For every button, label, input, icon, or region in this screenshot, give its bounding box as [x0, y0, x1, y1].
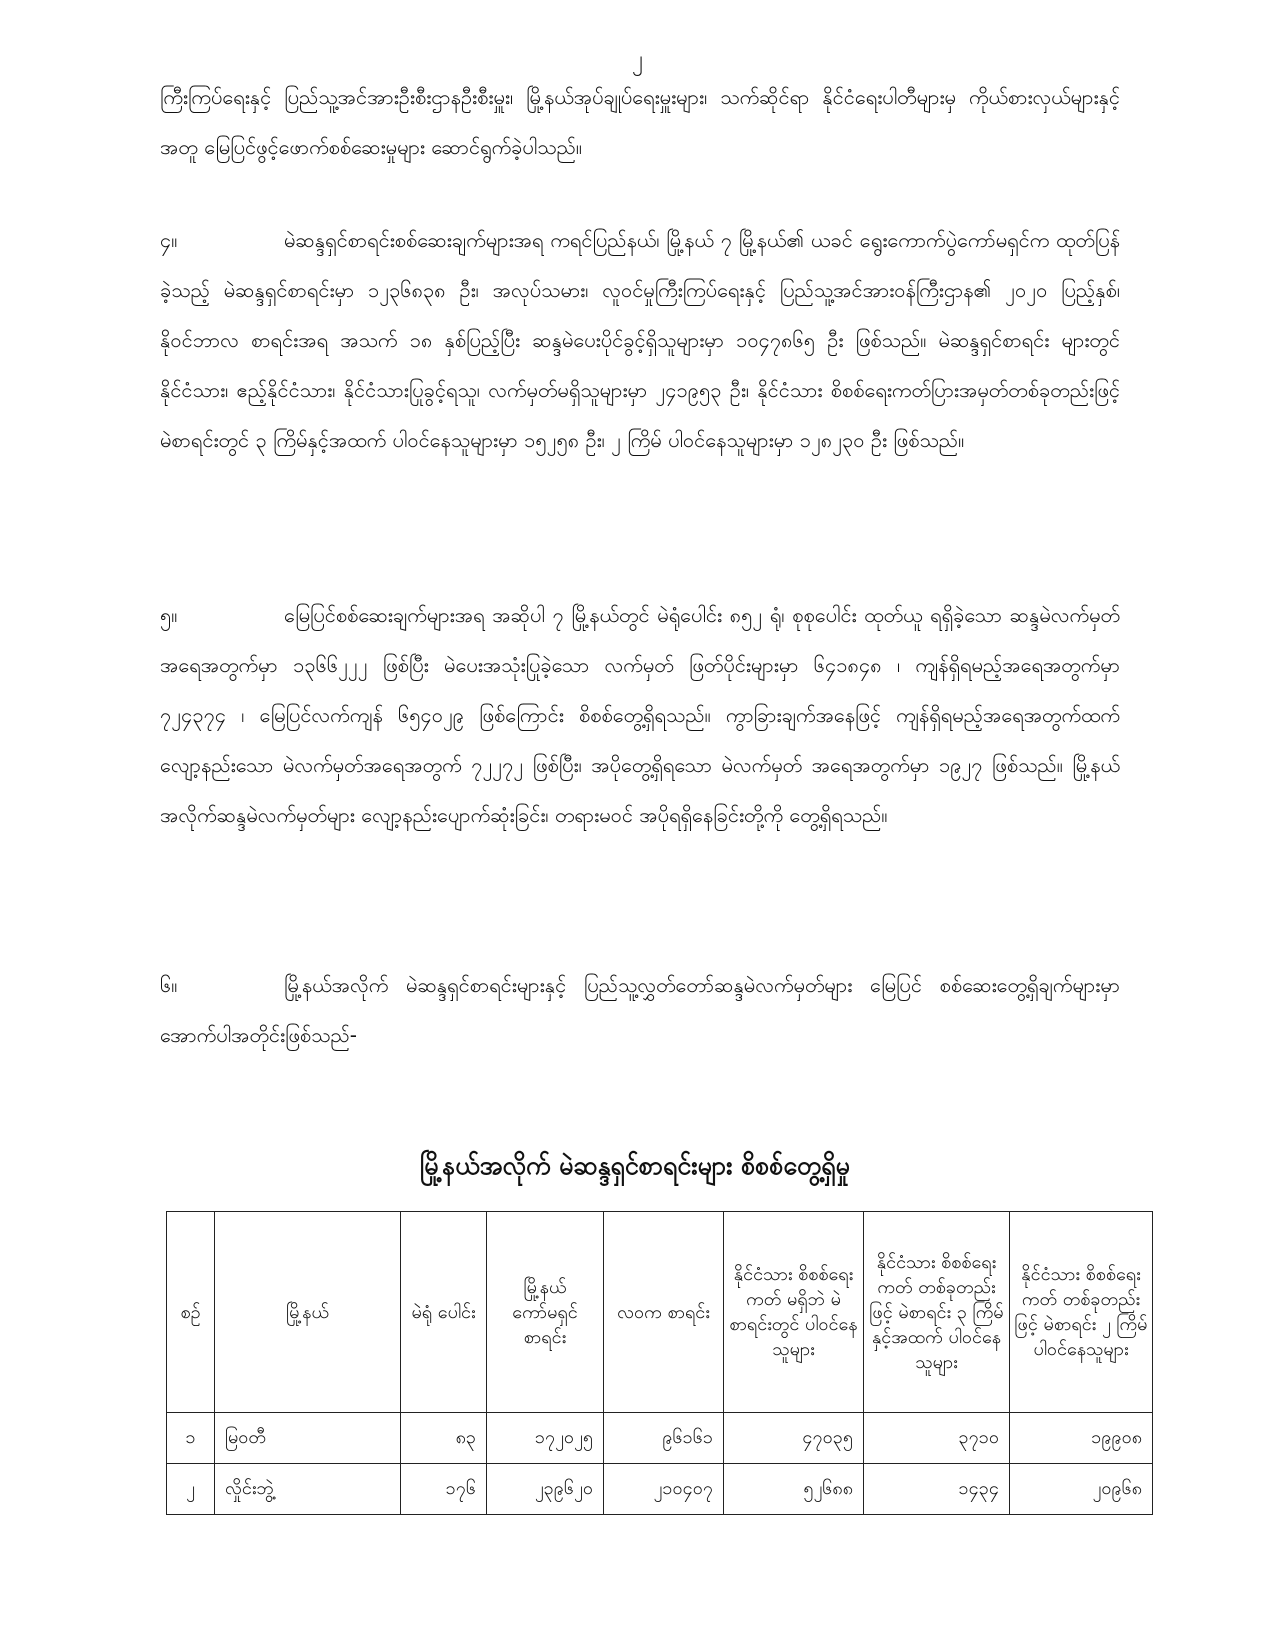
cell-serial: ၂: [167, 1464, 215, 1515]
paragraph-6: [160, 960, 1120, 1060]
paragraph-number: ၅။: [160, 603, 178, 627]
table-header-row: [167, 1212, 1153, 1413]
cell-same-id-3-plus: ၃၇၁၀: [864, 1413, 1010, 1464]
paragraph-continuation: [160, 72, 1120, 172]
cell-immigration-list: ၂၁၀၄၀၇: [604, 1464, 724, 1515]
table-row: [167, 1464, 1153, 1515]
paragraph-text: မဲဆန္ဒရှင်စာရင်းစစ်ဆေးချက်များအရ ကရင်ပြည်နယ်၊ မြို့နယ် ၇ မြို့နယ်၏ ယခင် ရွေးကောက်ပွဲကော်မရှင်က ထုတ်ပြန်ခဲ့သည့် မဲဆန္ဒရှင်စာရင်းမှာ ၁၂၃၆၈၃၈ ဦး၊ အလုပ်သမား၊ လူဝင်မှုကြီးကြပ်ရေးနှင့် ပြည်သူ့အင်အားဝန်ကြီးဌာန၏ ၂၀၂၀ ပြည့်နှစ်၊ နိုဝင်ဘာလ စာရင်းအရ အသက် ၁၈ နှစ်ပြည့်ပြီး ဆန္ဒမဲပေးပိုင်ခွင့်ရှိသူများမှာ ၁၀၄၇၈၆၅ ဦး ဖြစ်သည်။ မဲဆန္ဒရှင်စာရင်း များတွင် နိုင်ငံသား၊ ဧည့်နိုင်ငံသား၊ နိုင်ငံသားပြုခွင့်ရသူ၊ လက်မှတ်မရှိသူများမှာ ၂၄၁၉၅၃ ဦး၊ နိုင်ငံသား စိစစ်ရေးကတ်ပြားအမှတ်တစ်ခုတည်းဖြင့် မဲစာရင်းတွင် ၃ ကြိမ်နှင့်အထက် ပါဝင်နေသူများမှာ ၁၅၂၅၈ ဦး၊ ၂ ကြိမ် ပါဝင်နေသူများမှာ ၁၂၈၂၃၀ ဦး ဖြစ်သည်။: [160, 228, 1120, 452]
paragraph-4: [160, 215, 1120, 465]
paragraph-text: ကြီးကြပ်ရေးနှင့် ပြည်သူ့အင်အားဦးစီးဌာနဦးစီးမှူး၊ မြို့နယ်အုပ်ချုပ်ရေးမှူးများ၊ သက်ဆိုင်ရာ နိုင်ငံရေးပါတီများမှ ကိုယ်စားလှယ်များနှင့်အတူ မြေပြင်ဖွင့်ဖောက်စစ်ဆေးမှုများ ဆောင်ရွက်ခဲ့ပါသည်။: [160, 85, 1120, 159]
paragraph-5: [160, 590, 1120, 840]
table-title: မြို့နယ်အလိုက် မဲဆန္ဒရှင်စာရင်းများ စိစစ်တွေ့ရှိမှု: [420, 1151, 850, 1180]
header-township-commission-list: မြို့နယ် ကော်မရှင် စာရင်း: [487, 1212, 604, 1413]
cell-polling-stations: ၁၇၆: [401, 1464, 487, 1515]
cell-same-id-2: ၂၀၉၆၈: [1010, 1464, 1153, 1515]
header-no-id-card: နိုင်ငံသား စိစစ်ရေးကတ် မရှိဘဲ မဲစာရင်းတွင် ပါဝင်နေသူများ: [724, 1212, 864, 1413]
cell-township: လှိုင်းဘွဲ့: [215, 1464, 401, 1515]
cell-serial: ၁: [167, 1413, 215, 1464]
cell-commission-list: ၂၃၉၆၂၀: [487, 1464, 604, 1515]
cell-polling-stations: ၈၃: [401, 1413, 487, 1464]
header-polling-stations: မဲရုံ ပေါင်း: [401, 1212, 487, 1413]
table-row: [167, 1413, 1153, 1464]
paragraph-number: ၆။: [160, 973, 178, 997]
cell-immigration-list: ၉၆၁၆၁: [604, 1413, 724, 1464]
cell-commission-list: ၁၇၂၀၂၅: [487, 1413, 604, 1464]
header-immigration-list: လဝက စာရင်း: [604, 1212, 724, 1413]
paragraph-text: မြို့နယ်အလိုက် မဲဆန္ဒရှင်စာရင်းများနှင့် ပြည်သူ့လွှတ်တော်ဆန္ဒမဲလက်မှတ်များ မြေပြင် စစ်ဆေးတွေ့ရှိချက်များမှာ အောက်ပါအတိုင်းဖြစ်သည်-: [160, 973, 1120, 1047]
paragraph-text: မြေပြင်စစ်ဆေးချက်များအရ အဆိုပါ ၇ မြို့နယ်တွင် မဲရုံပေါင်း ၈၅၂ ရုံ၊ စုစုပေါင်း ထုတ်ယူ ရရှိခဲ့သော ဆန္ဒမဲလက်မှတ်အရေအတွက်မှာ ၁၃၆၆၂၂၂ ဖြစ်ပြီး မဲပေးအသုံးပြုခဲ့သော လက်မှတ် ဖြတ်ပိုင်းများမှာ ၆၄၁၈၄၈ ၊ ကျန်ရှိရမည့်အရေအတွက်မှာ ၇၂၄၃၇၄ ၊ မြေပြင်လက်ကျန် ၆၅၄၀၂၉ ဖြစ်ကြောင်း စိစစ်တွေ့ရှိရသည်။ ကွာခြားချက်အနေဖြင့် ကျန်ရှိရမည့်အရေအတွက်ထက် လျော့နည်းသော မဲလက်မှတ်အရေအတွက် ၇၂၂၇၂ ဖြစ်ပြီး၊ အပိုတွေ့ရှိရသော မဲလက်မှတ် အရေအတွက်မှာ ၁၉၂၇ ဖြစ်သည်။ မြို့နယ်အလိုက်ဆန္ဒမဲလက်မှတ်များ လျော့နည်းပျောက်ဆုံးခြင်း၊ တရားမဝင် အပိုရရှိနေခြင်းတို့ကို တွေ့ရှိရသည်။: [160, 603, 1120, 827]
paragraph-number: ၄။: [160, 228, 178, 252]
cell-same-id-2: ၁၉၉၀၈: [1010, 1413, 1153, 1464]
township-voter-list-table: [166, 1211, 1153, 1515]
cell-no-id-card: ၄၇၀၃၅: [724, 1413, 864, 1464]
cell-township: မြဝတီ: [215, 1413, 401, 1464]
header-same-id-2: နိုင်ငံသား စိစစ်ရေးကတ် တစ်ခုတည်းဖြင့် မဲစာရင်း ၂ ကြိမ် ပါဝင်နေသူများ: [1010, 1212, 1153, 1413]
header-same-id-3-plus: နိုင်ငံသား စိစစ်ရေးကတ် တစ်ခုတည်းဖြင့် မဲစာရင်း ၃ ကြိမ် နှင့်အထက် ပါဝင်နေသူများ: [864, 1212, 1010, 1413]
header-serial: စဉ်: [167, 1212, 215, 1413]
page-number: ၂: [632, 47, 643, 72]
cell-same-id-3-plus: ၁၄၃၄: [864, 1464, 1010, 1515]
header-township: မြို့နယ်: [215, 1212, 401, 1413]
cell-no-id-card: ၅၂၆၈၈: [724, 1464, 864, 1515]
